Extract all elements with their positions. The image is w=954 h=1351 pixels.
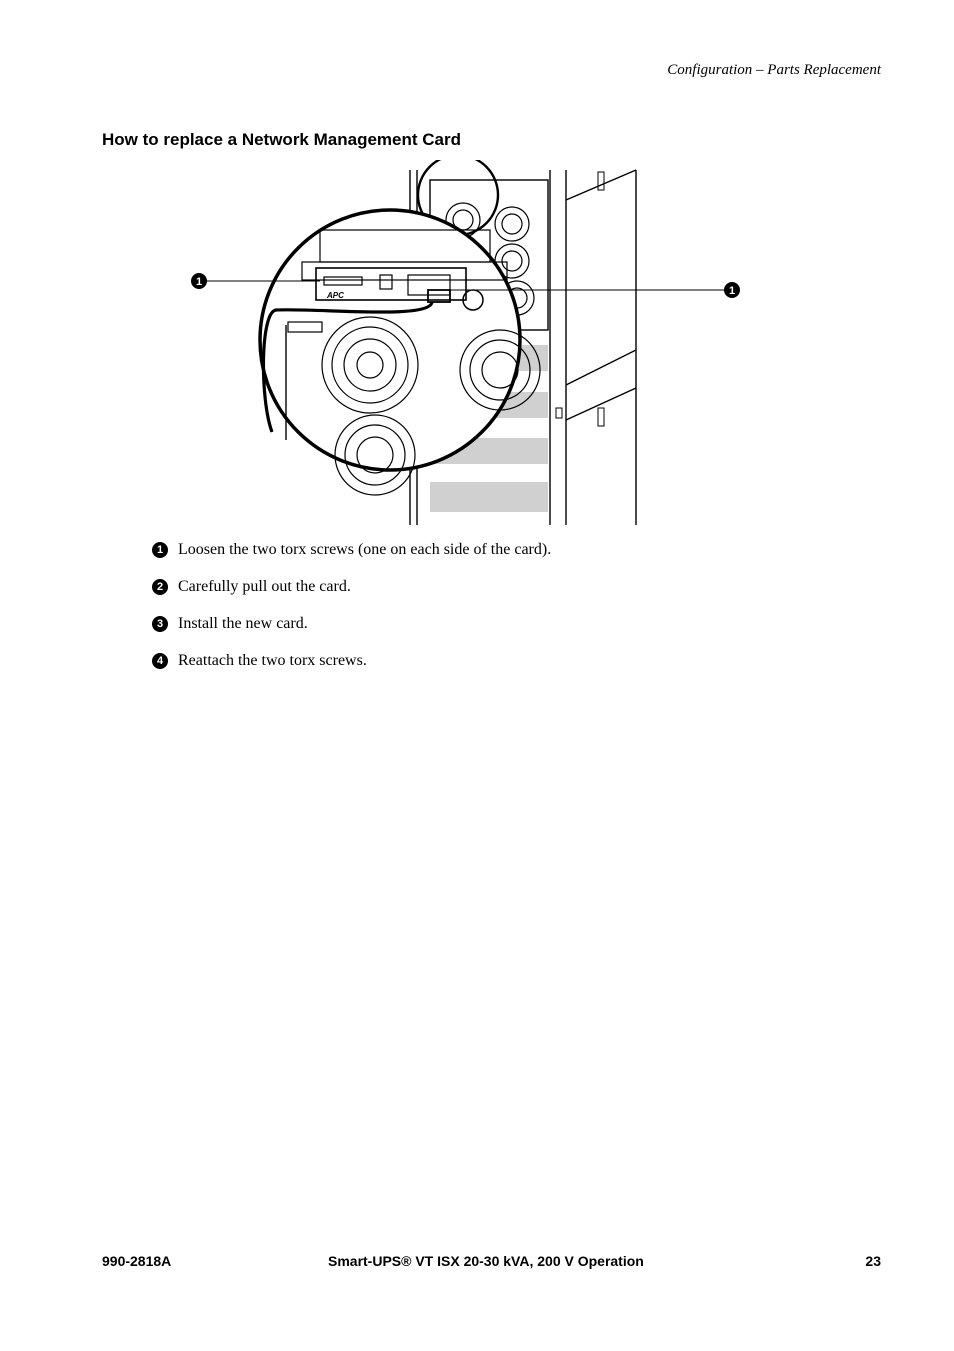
- step-number-badge: 3: [152, 616, 168, 632]
- footer-product-title: Smart-UPS® VT ISX 20-30 kVA, 200 V Operation: [328, 1253, 644, 1269]
- running-header: Configuration – Parts Replacement: [667, 62, 881, 78]
- step-number-badge: 1: [152, 542, 168, 558]
- step-number-badge: 4: [152, 653, 168, 669]
- callout-badge-right: [724, 282, 740, 298]
- svg-text:1: 1: [728, 285, 736, 297]
- step-number-badge: 2: [152, 579, 168, 595]
- step-text: Reattach the two torx screws.: [178, 652, 367, 669]
- svg-text:1: 1: [195, 276, 203, 288]
- section-title: How to replace a Network Management Card: [102, 130, 461, 149]
- apc-logo-text: APC: [327, 291, 344, 300]
- step-text: Loosen the two torx screws (one on each side of the card).: [178, 541, 552, 558]
- step-list: [152, 540, 551, 688]
- step-item: [152, 614, 551, 634]
- nmc-replacement-illustration: [180, 160, 760, 530]
- step-item: [152, 651, 551, 671]
- step-item: [152, 540, 551, 560]
- step-text: Carefully pull out the card.: [178, 578, 351, 595]
- callout-badge-left: [191, 273, 207, 289]
- footer-doc-number: 990-2818A: [102, 1253, 172, 1269]
- step-item: [152, 577, 551, 597]
- step-text: Install the new card.: [178, 615, 308, 632]
- footer-page-number: 23: [865, 1253, 881, 1269]
